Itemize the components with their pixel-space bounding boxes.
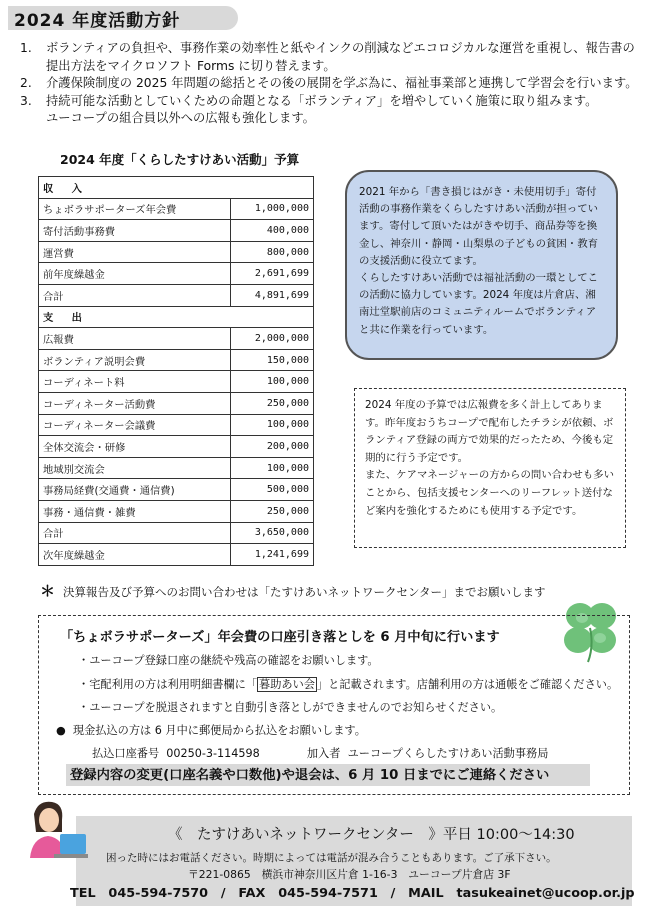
holder-label: 加入者: [306, 747, 341, 760]
inquiry-text: 決算報告及び予算へのお問い合わせは「たすけあいネットワークセンター」までお願いします: [63, 585, 546, 599]
stamp-donation-bubble: [345, 170, 618, 360]
budget-item-label: 全体交流会・研修: [39, 436, 231, 458]
budget-note-box: [354, 388, 626, 548]
budget-item-label: 寄付活動事務費: [39, 220, 231, 242]
bubble-paragraph: 2021 年から「書き損じはがき・未使用切手」寄付活動の事務作業をくらしたすけあい活動が担っています。寄付して頂いたはがきや切手、商品券等を換金し、神奈川・静岡・山梨県の子どもの貧困・教育の支援活動に役立てます。: [359, 186, 598, 267]
budget-row: [39, 544, 314, 566]
page-title: 2024 年度活動方針: [14, 11, 181, 31]
budget-row: [39, 500, 314, 522]
budget-item-label: ちょボラサポーターズ年会費: [39, 198, 231, 220]
budget-item-label: 広報費: [39, 328, 231, 350]
bullet-text: 」と記載されます。店舗利用の方は通帳をご確認ください。: [316, 678, 619, 691]
deadline-text: 登録内容の変更(口座名義や口数他)や退会は、6 月 10 日までにご連絡ください: [70, 768, 550, 783]
budget-item-value: 2,000,000: [231, 328, 314, 350]
policy-number: 1.: [20, 41, 32, 55]
center-name: 《 たすけあいネットワークセンター 》: [168, 827, 443, 843]
budget-title: 2024 年度「くらしたすけあい活動」予算: [60, 152, 300, 167]
budget-item-value: 150,000: [231, 349, 314, 371]
budget-item-value: 200,000: [231, 436, 314, 458]
deadline-banner: [66, 764, 590, 786]
asterisk-icon: ＊: [40, 582, 56, 600]
account-number: 00250-3-114598: [166, 747, 260, 760]
note-paragraph: 2024 年度の予算では広報費を多く計上してあります。昨年度おうちコープで配布したチラシが依頼、ボランティア登録の両方で効果的だったため、今後も定期的に行う予定です。: [365, 399, 614, 464]
bullet-text: ・宅配利用の方は利用明細書欄に「: [78, 678, 258, 691]
budget-row: [39, 522, 314, 544]
budget-item-value: 4,891,699: [231, 284, 314, 306]
budget-row: [39, 328, 314, 350]
withdrawal-bullet: [78, 676, 618, 692]
budget-item-label: コーディネーター会議費: [39, 414, 231, 436]
account-label: 払込口座番号: [92, 747, 160, 760]
policy-item: [20, 110, 640, 128]
center-name-line: [168, 823, 575, 844]
budget-item-value: 100,000: [231, 457, 314, 479]
budget-row: [39, 414, 314, 436]
budget-row: [39, 349, 314, 371]
policy-number: 3.: [20, 93, 32, 108]
note-paragraph: また、ケアマネージャーの方からの問い合わせも多いことから、包括支援センターへのリーフレット送付など案内を強化するためにも使用する予定です。: [365, 469, 614, 517]
budget-item-label: 合計: [39, 284, 231, 306]
budget-row: [39, 371, 314, 393]
person-at-laptop-icon: [20, 798, 90, 868]
account-line: [92, 745, 548, 761]
budget-row: [39, 220, 314, 242]
policy-text: 介護保険制度の 2025 年問題の総括とその後の展開を学ぶ為に、福祉事業部と連携して学習会を行います。: [46, 76, 638, 90]
budget-item-value: 250,000: [231, 392, 314, 414]
budget-item-label: 合計: [39, 522, 231, 544]
budget-item-label: コーディネーター活動費: [39, 392, 231, 414]
budget-item-value: 100,000: [231, 371, 314, 393]
budget-row: [39, 436, 314, 458]
policy-list: [20, 40, 640, 128]
section-label: 収 入: [39, 177, 314, 199]
budget-row: [39, 284, 314, 306]
budget-table: [38, 176, 314, 566]
cash-payment-line: [56, 722, 366, 738]
budget-row: [39, 392, 314, 414]
budget-row: [39, 241, 314, 263]
policy-text: ユーコープの組合員以外への広報も強化します。: [46, 111, 315, 125]
statement-name-highlight: 暮助あい会: [259, 678, 315, 691]
budget-item-label: 事務局経費(交通費・通信費): [39, 479, 231, 501]
budget-item-value: 1,241,699: [231, 544, 314, 566]
budget-item-value: 400,000: [231, 220, 314, 242]
office-hours: 平日 10:00～14:30: [442, 827, 575, 843]
policy-text: ボランティアの負担や、事務作業の効率性と紙やインクの削減などエコロジカルな運営を重視し、報告書の提出方法をマイクロソフト Forms に切り替えます。: [46, 41, 635, 73]
budget-item-value: 1,000,000: [231, 198, 314, 220]
budget-item-value: 3,650,000: [231, 522, 314, 544]
policy-text: 持続可能な活動としていくための命題となる「ボランティア」を増やしていく施策に取り組みます。: [46, 93, 598, 108]
bullet-icon: ●: [56, 724, 66, 737]
budget-section-header: [39, 177, 314, 199]
budget-row: [39, 457, 314, 479]
holder-name: ユーコープくらしたすけあい活動事務局: [347, 747, 549, 760]
budget-row: [39, 263, 314, 285]
budget-item-label: ボランティア説明会費: [39, 349, 231, 371]
withdrawal-bullet: ・ユーコープを脱退されますと自動引き落としができませんのでお知らせください。: [78, 701, 503, 714]
budget-item-label: 前年度繰越金: [39, 263, 231, 285]
cash-payment-text: 現金払込の方は 6 月中に郵便局から払込をお願いします。: [72, 724, 366, 737]
budget-item-value: 800,000: [231, 241, 314, 263]
budget-item-label: 地域別交流会: [39, 457, 231, 479]
budget-section-header: [39, 306, 314, 328]
withdrawal-bullet: ・ユーコープ登録口座の継続や残高の確認をお願いします。: [78, 654, 379, 667]
budget-item-value: 2,691,699: [231, 263, 314, 285]
inquiry-line: [40, 580, 546, 601]
budget-item-label: コーディネート料: [39, 371, 231, 393]
budget-item-label: 次年度繰越金: [39, 544, 231, 566]
withdrawal-title: 「ちょボラサポーターズ」年会費の口座引き落としを 6 月中旬に行います: [60, 630, 500, 645]
policy-item: [20, 40, 640, 75]
policy-number: 2.: [20, 76, 32, 90]
budget-row: [39, 479, 314, 501]
budget-item-value: 100,000: [231, 414, 314, 436]
budget-item-value: 500,000: [231, 479, 314, 501]
budget-item-value: 250,000: [231, 500, 314, 522]
policy-item: [20, 75, 640, 93]
policy-item: [20, 93, 640, 111]
bubble-paragraph: くらしたすけあい活動では福祉活動の一環としてこの活動に協力しています。2024 年度は片倉店、湘南辻堂駅前店のコミュニティルームでボランティアと共に作業を行っています。: [359, 272, 598, 336]
budget-item-label: 運営費: [39, 241, 231, 263]
footer-note: 困った時にはお電話ください。時期によっては電話が混み合うこともあります。ご了承下さい。: [106, 852, 557, 864]
footer-address: 〒221-0865 横浜市神奈川区片倉 1-16-3 ユーコープ片倉店 3F: [188, 868, 511, 881]
budget-row: [39, 198, 314, 220]
footer-contact: TEL 045-594-7570 / FAX 045-594-7571 / MAIL tasukeainet@ucoop.or.jp: [70, 886, 635, 901]
policy-number: [20, 110, 46, 128]
budget-item-label: 事務・通信費・雑費: [39, 500, 231, 522]
section-label: 支 出: [39, 306, 314, 328]
